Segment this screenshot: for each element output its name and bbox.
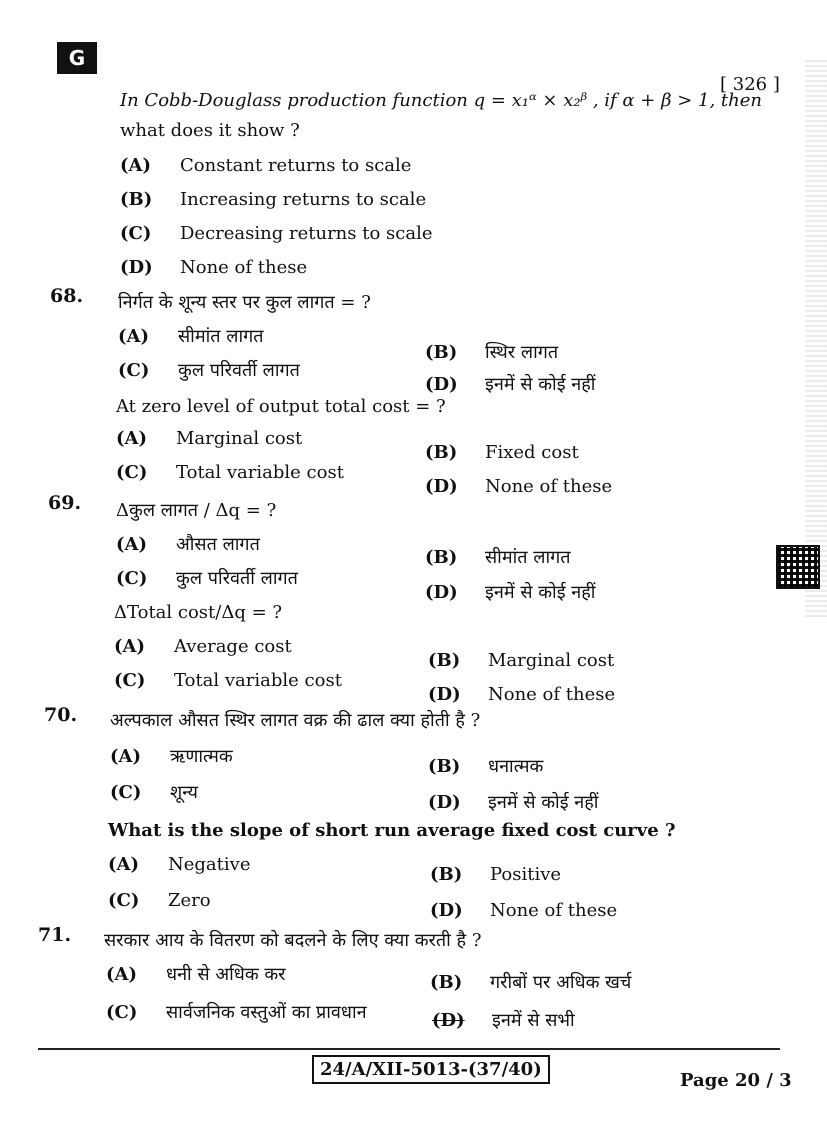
- option-label: (C): [108, 890, 140, 911]
- option-label: (D): [430, 900, 463, 921]
- option-label: (C): [118, 360, 150, 381]
- option-label: (D): [425, 476, 458, 497]
- option-label: (A): [116, 428, 147, 449]
- option-text: गरीबों पर अधिक खर्च: [490, 972, 632, 993]
- option-label: (B): [430, 864, 463, 885]
- page-edge-scan: [805, 60, 827, 620]
- option-text: Marginal cost: [488, 650, 615, 671]
- option-text: इनमें से कोई नहीं: [485, 582, 596, 603]
- q70-hindi-option-b: [428, 754, 543, 778]
- q69-number: 69.: [48, 492, 82, 514]
- option-text: Positive: [490, 864, 562, 885]
- option-text: Negative: [168, 854, 251, 875]
- q71-hindi-option-b: [430, 970, 631, 994]
- option-text: सीमांत लागत: [485, 547, 571, 568]
- q69-english-option-a: [114, 636, 292, 657]
- q68-hindi-option-d: [425, 372, 595, 396]
- sheet-number: [ 326 ]: [720, 74, 780, 95]
- q68-number: 68.: [50, 285, 84, 307]
- q67-option-a: [120, 155, 411, 176]
- option-text: इनमें से कोई नहीं: [488, 792, 599, 813]
- option-label: (D): [425, 374, 458, 395]
- q68-hindi-stem: निर्गत के शून्य स्तर पर कुल लागत = ?: [118, 292, 371, 313]
- option-label: (A): [118, 326, 149, 347]
- qr-code-icon: [776, 545, 820, 589]
- option-label: (D): [428, 792, 461, 813]
- q69-hindi-option-d: [425, 580, 595, 604]
- option-text: कुल परिवर्ती लागत: [176, 568, 298, 589]
- option-text: Zero: [168, 890, 211, 911]
- q68-english-stem: At zero level of output total cost = ?: [116, 396, 446, 417]
- option-text: स्थिर लागत: [485, 342, 559, 363]
- option-label: (A): [108, 854, 139, 875]
- q70-english-option-c: [108, 890, 211, 911]
- option-label: (A): [116, 534, 147, 555]
- option-text: इनमें से कोई नहीं: [485, 374, 596, 395]
- option-label: (C): [114, 670, 146, 691]
- q70-english-option-d: [430, 900, 617, 921]
- option-text: ऋणात्मक: [170, 746, 233, 767]
- option-label: (D): [120, 257, 153, 278]
- option-text: None of these: [180, 257, 308, 278]
- q68-english-option-c: [116, 462, 344, 483]
- q68-english-option-b: [425, 442, 579, 463]
- option-text: Marginal cost: [176, 428, 303, 449]
- option-text: None of these: [488, 684, 616, 705]
- option-text: धनात्मक: [488, 756, 544, 777]
- option-label: (A): [114, 636, 145, 657]
- q69-hindi-option-a: [116, 532, 260, 556]
- q71-number: 71.: [38, 924, 72, 946]
- option-text: None of these: [485, 476, 613, 497]
- option-text: Constant returns to scale: [180, 155, 412, 176]
- option-text: Average cost: [174, 636, 292, 657]
- q68-hindi-option-a: [118, 324, 264, 348]
- q70-hindi-stem: अल्पकाल औसत स्थिर लागत वक्र की ढाल क्या होती है ?: [110, 710, 481, 731]
- option-text: कुल परिवर्ती लागत: [178, 360, 300, 381]
- option-label: (A): [110, 746, 141, 767]
- option-label: (B): [430, 972, 463, 993]
- option-label: (D): [425, 582, 458, 603]
- q67-option-b: [120, 189, 426, 210]
- q70-english-option-a: [108, 854, 250, 875]
- footer-divider: [38, 1048, 780, 1050]
- q70-hindi-option-a: [110, 744, 233, 768]
- option-text: धनी से अधिक कर: [166, 964, 286, 985]
- option-label: (B): [425, 342, 458, 363]
- q67-stem-line1: In Cobb-Douglass production function q = x₁ᵅ × x₂ᵝ , if α + β > 1, then: [120, 90, 762, 111]
- option-label: (B): [425, 547, 458, 568]
- option-label: (B): [120, 189, 153, 210]
- q68-hindi-option-b: [425, 340, 558, 364]
- option-label: (D): [428, 684, 461, 705]
- option-text: इनमें से सभी: [492, 1010, 575, 1031]
- q69-hindi-option-c: [116, 566, 298, 590]
- option-label: (C): [116, 568, 148, 589]
- q70-english-stem: What is the slope of short run average fixed cost curve ?: [108, 820, 676, 841]
- q67-stem-line2: what does it show ?: [120, 120, 300, 141]
- page-number: Page 20 / 3: [680, 1070, 792, 1091]
- option-label: (A): [106, 964, 137, 985]
- option-text: शून्य: [170, 782, 198, 803]
- option-label: (B): [428, 650, 461, 671]
- q70-hindi-option-c: [110, 780, 198, 804]
- q71-hindi-option-a: [106, 962, 286, 986]
- q67-option-d: [120, 257, 307, 278]
- option-label: (C): [120, 223, 152, 244]
- option-text: Fixed cost: [485, 442, 579, 463]
- q71-hindi-option-c: [106, 1000, 367, 1024]
- q69-english-stem: ΔTotal cost/Δq = ?: [114, 602, 283, 623]
- option-label: (C): [110, 782, 142, 803]
- q69-english-option-d: [428, 684, 615, 705]
- section-badge: G: [57, 42, 97, 74]
- option-text: Total variable cost: [174, 670, 342, 691]
- q70-hindi-option-d: [428, 790, 598, 814]
- paper-code: 24/A/XII-5013-(37/40): [312, 1055, 550, 1084]
- option-label: (C): [116, 462, 148, 483]
- q68-english-option-a: [116, 428, 302, 449]
- option-text: Increasing returns to scale: [180, 189, 427, 210]
- option-label: (B): [425, 442, 458, 463]
- q71-hindi-stem: सरकार आय के वितरण को बदलने के लिए क्या करती है ?: [104, 930, 482, 951]
- q71-hindi-option-d: [432, 1008, 575, 1032]
- q69-english-option-b: [428, 650, 614, 671]
- q67-option-c: [120, 223, 432, 244]
- q69-hindi-option-b: [425, 545, 571, 569]
- q69-english-option-c: [114, 670, 342, 691]
- q69-hindi-stem: Δकुल लागत / Δq = ?: [116, 500, 277, 521]
- q68-english-option-d: [425, 476, 612, 497]
- option-text: Total variable cost: [176, 462, 344, 483]
- option-label: (B): [428, 756, 461, 777]
- option-label: (D): [432, 1010, 465, 1031]
- q70-number: 70.: [44, 704, 78, 726]
- q68-hindi-option-c: [118, 358, 300, 382]
- q70-english-option-b: [430, 864, 561, 885]
- option-text: औसत लागत: [176, 534, 260, 555]
- option-label: (C): [106, 1002, 138, 1023]
- option-label: (A): [120, 155, 151, 176]
- option-text: Decreasing returns to scale: [180, 223, 433, 244]
- option-text: सीमांत लागत: [178, 326, 264, 347]
- option-text: सार्वजनिक वस्तुओं का प्रावधान: [166, 1002, 367, 1023]
- option-text: None of these: [490, 900, 618, 921]
